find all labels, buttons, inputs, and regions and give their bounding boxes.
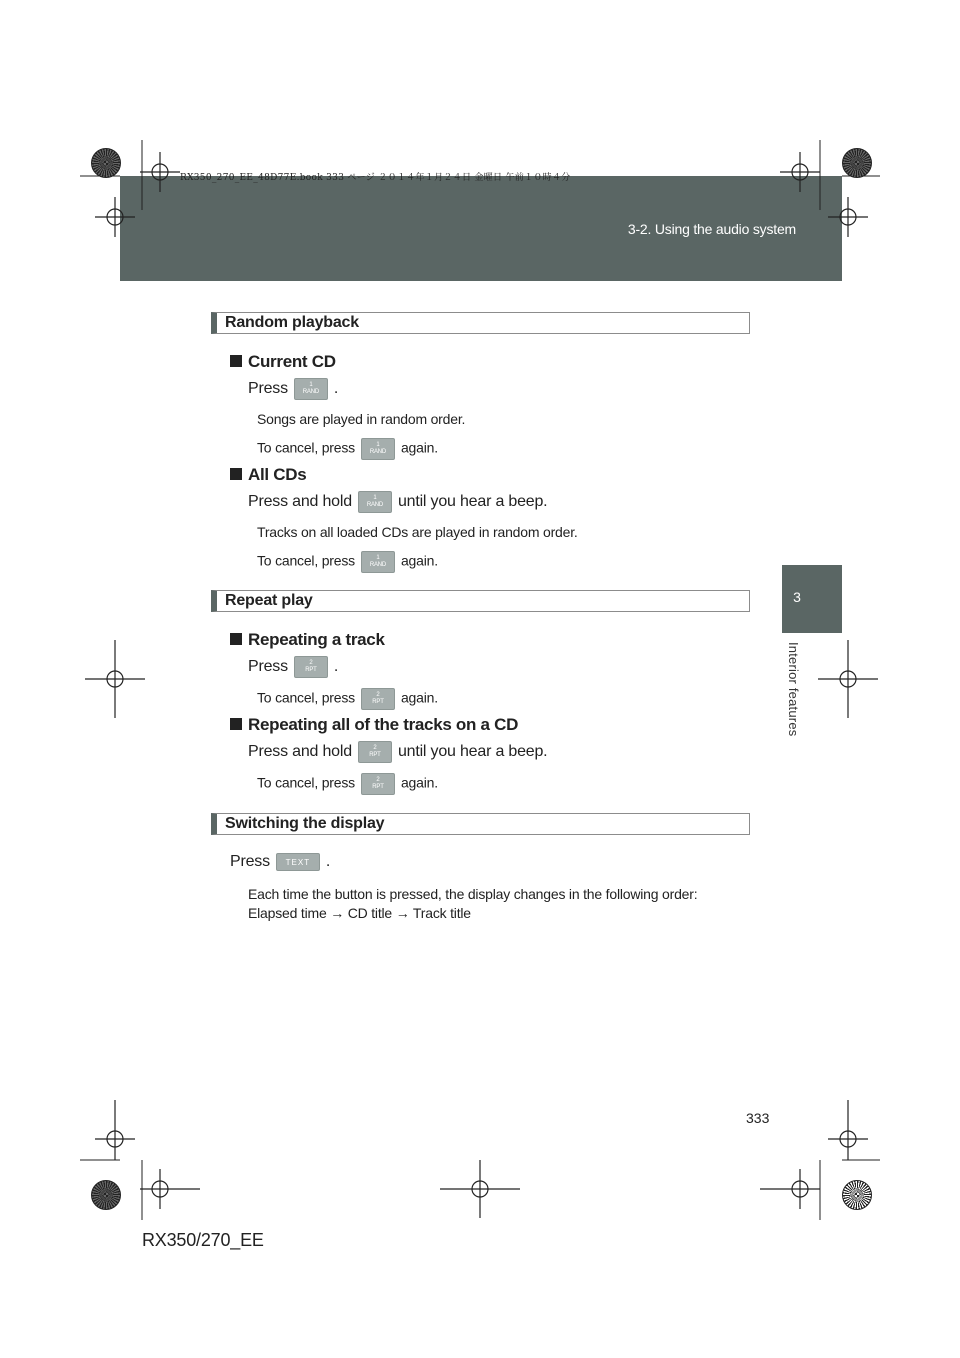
note-text: Tracks on all loaded CDs are played in random order. xyxy=(257,524,578,540)
section-title: 3-2. Using the audio system xyxy=(627,221,796,237)
print-line: RX350_270_EE_48D77E.book 333 ページ ２０１４年１月２４日 金曜日 午前１０時４分 xyxy=(180,173,571,183)
note-order: Elapsed time → CD title → Track title xyxy=(248,905,471,921)
chapter-label: Interior features xyxy=(786,642,801,737)
note-cancel: To cancel, press 2 RPT again. xyxy=(257,688,438,710)
print-wheel-icon xyxy=(91,148,121,178)
chapter-number: 3 xyxy=(793,589,801,605)
subhead-repeating-track: Repeating a track xyxy=(230,630,385,650)
rpt-button-icon: 2 RPT xyxy=(361,688,395,710)
section-heading-text: Switching the display xyxy=(225,815,385,832)
instruction-switching-display: Press TEXT . xyxy=(230,853,331,871)
section-heading-text: Repeat play xyxy=(225,592,313,609)
rand-button-icon: 1 RAND xyxy=(361,438,395,460)
rpt-button-icon: 2 RPT xyxy=(294,656,328,678)
instruction-all-cds: Press and hold 1 RAND until you hear a beep. xyxy=(248,491,547,513)
rand-button-icon: 1 RAND xyxy=(361,551,395,573)
subhead-repeating-all: Repeating all of the tracks on a CD xyxy=(230,715,518,735)
text-button-icon: TEXT xyxy=(276,853,320,871)
instruction-repeating-all: Press and hold 2 RPT until you hear a beep. xyxy=(248,741,547,763)
section-heading-text: Random playback xyxy=(225,314,359,331)
note-text: Each time the button is pressed, the display changes in the following order: xyxy=(248,886,698,902)
page-number: 333 xyxy=(746,1110,770,1126)
registration-target-icon xyxy=(85,152,878,1218)
rpt-button-icon: 2 RPT xyxy=(361,773,395,795)
rand-button-icon: 1 RAND xyxy=(358,491,392,513)
subhead-current-cd: Current CD xyxy=(230,352,336,372)
subhead-all-cds: All CDs xyxy=(230,465,306,485)
model-code: RX350/270_EE xyxy=(142,1230,264,1250)
print-wheel-icon xyxy=(91,1180,121,1210)
note-text: Songs are played in random order. xyxy=(257,411,466,427)
print-wheel-icon xyxy=(842,1180,872,1210)
print-wheel-icon xyxy=(842,148,872,178)
rand-button-icon: 1 RAND xyxy=(294,378,328,400)
note-cancel: To cancel, press 1 RAND again. xyxy=(257,438,438,460)
note-cancel: To cancel, press 2 RPT again. xyxy=(257,773,438,795)
instruction-repeating-track: Press 2 RPT . xyxy=(248,656,338,678)
rpt-button-icon: 2 RPT xyxy=(358,741,392,763)
instruction-current-cd: Press 1 RAND . xyxy=(248,378,338,400)
note-cancel: To cancel, press 1 RAND again. xyxy=(257,551,438,573)
